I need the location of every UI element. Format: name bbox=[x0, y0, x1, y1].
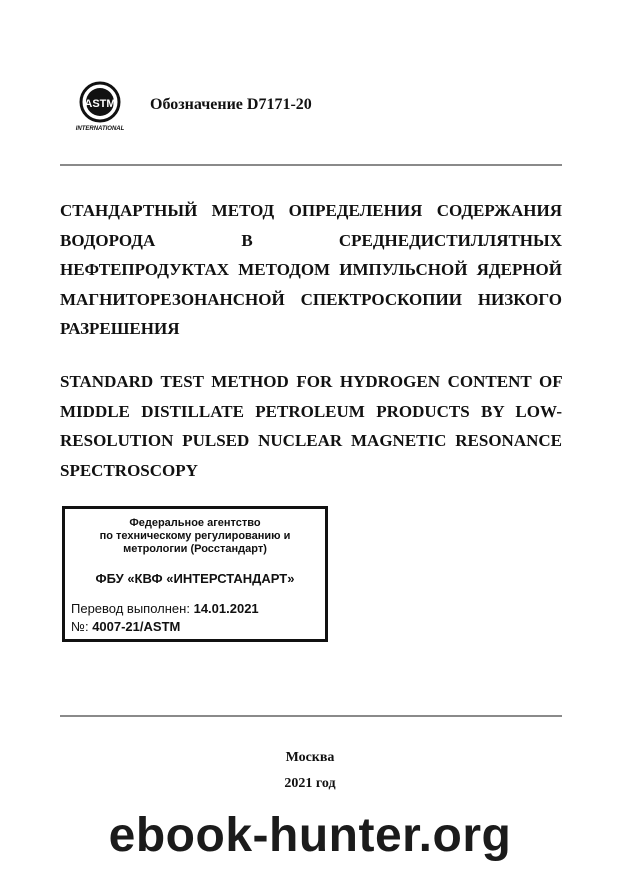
title-ru-line: СТАНДАРТНЫЙ МЕТОД ОПРЕДЕЛЕНИЯ СОДЕРЖАНИЯ bbox=[60, 201, 562, 220]
stamp-company-name: ФБУ «КВФ «ИНТЕРСТАНДАРТ» bbox=[95, 571, 295, 586]
stamp-translated-label: Перевод выполнен: bbox=[71, 601, 190, 616]
title-russian bbox=[60, 196, 562, 344]
title-english bbox=[60, 367, 562, 485]
bottom-divider bbox=[60, 715, 562, 717]
designation: Обозначение D7171-20 bbox=[150, 96, 312, 113]
stamp-number-label: №: bbox=[71, 619, 89, 634]
stamp-translated-date: 14.01.2021 bbox=[193, 601, 259, 616]
translation-stamp bbox=[62, 506, 328, 642]
title-en-line: SPECTROSCOPY bbox=[60, 460, 198, 480]
title-ru-line: МАГНИТОРЕЗОНАНСНОЙ СПЕКТРОСКОПИИ НИЗКОГО bbox=[60, 289, 562, 309]
title-ru-line: РАЗРЕШЕНИЯ bbox=[60, 319, 180, 338]
stamp-translation-date-row bbox=[71, 601, 259, 616]
top-divider bbox=[60, 164, 562, 166]
svg-text:INTERNATIONAL: INTERNATIONAL bbox=[75, 126, 125, 132]
stamp-org-line: по техническому регулированию и bbox=[99, 530, 291, 542]
title-en-line: MIDDLE DISTILLATE PETROLEUM PRODUCTS BY LOW- bbox=[60, 401, 562, 421]
stamp-number-row bbox=[71, 619, 180, 634]
city: Москва bbox=[285, 750, 335, 765]
title-ru-line: НЕФТЕПРОДУКТАХ МЕТОДОМ ИМПУЛЬСНОЙ ЯДЕРНОЙ bbox=[60, 260, 562, 279]
year: 2021 год bbox=[284, 776, 336, 791]
stamp-org-line: метрологии (Росстандарт) bbox=[123, 543, 267, 555]
title-ru-line: ВОДОРОДА В СРЕДНЕДИСТИЛЛЯТНЫХ bbox=[60, 230, 562, 250]
stamp-org-line: Федеральное агентство bbox=[129, 517, 261, 529]
title-en-line: STANDARD TEST METHOD FOR HYDROGEN CONTENT OF bbox=[60, 372, 562, 391]
title-en-line: RESOLUTION PULSED NUCLEAR MAGNETIC RESONANCE bbox=[60, 431, 562, 450]
watermark: ebook-hunter.org bbox=[108, 809, 512, 862]
stamp-number-value: 4007-21/ASTM bbox=[92, 619, 181, 634]
astm-logo bbox=[70, 80, 130, 134]
svg-text:ASTM: ASTM bbox=[84, 98, 116, 110]
stamp-organization bbox=[65, 517, 325, 556]
